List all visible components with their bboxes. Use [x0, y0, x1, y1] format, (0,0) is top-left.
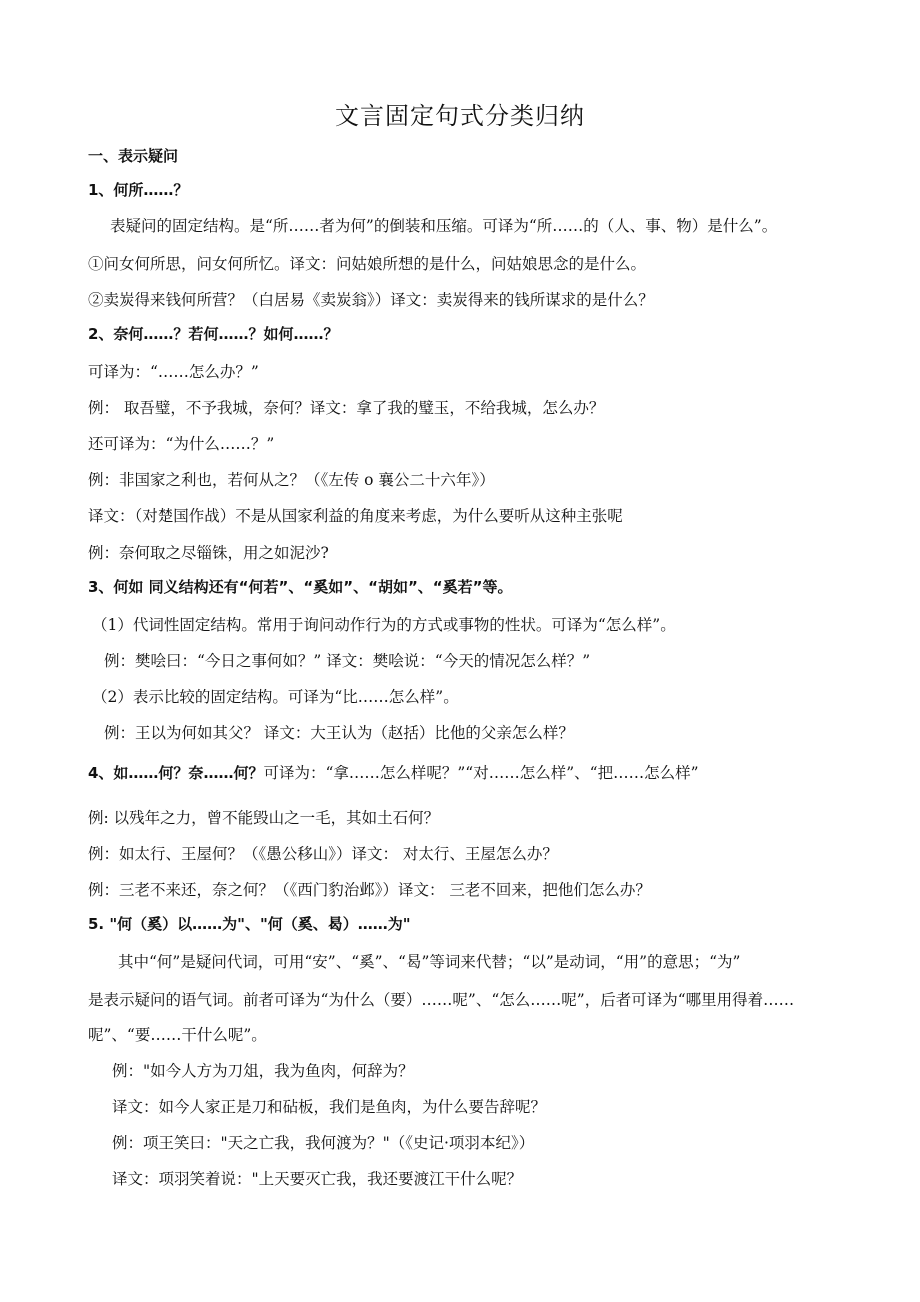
example-line: 例：项王笑曰："天之亡我，我何渡为？"（《史记·项羽本纪》）	[112, 1134, 535, 1152]
heading-note: 可译为：“拿……怎么样呢？”“对……怎么样”、“把……怎么样”	[263, 764, 699, 782]
paragraph: 还可译为：“为什么……？”	[88, 435, 275, 453]
example-line: 例：非国家之利也，若何从之？（《左传 o 襄公二十六年》）	[88, 471, 495, 489]
example-line: ②卖炭得来钱何所营？（白居易《卖炭翁》）译文：卖炭得来的钱所谋求的是什么？	[88, 291, 654, 309]
subsection-heading: 5. "何（奚）以……为"、"何（奚、曷）……为"	[88, 915, 411, 933]
example-line: 例: 以残年之力，曾不能毁山之一毛，其如土石何？	[88, 809, 440, 827]
page-title: 文言固定句式分类归纳	[335, 102, 585, 130]
subsection-heading	[88, 763, 699, 783]
subsection-heading: 1、何所……？	[88, 181, 189, 199]
subsection-heading-text: 4、如……何？奈……何？	[88, 764, 264, 782]
example-line: 例："如今人方为刀俎，我为鱼肉，何辞为？	[112, 1062, 414, 1080]
translation-line: 译文：如今人家正是刀和砧板，我们是鱼肉，为什么要告辞呢？	[112, 1098, 547, 1116]
example-line: 例：王以为何如其父？ 译文：大王认为（赵括）比他的父亲怎么样？	[104, 724, 574, 742]
example-line: 例：樊哙曰：“今日之事何如？” 译文：樊哙说：“今天的情况怎么样？”	[104, 652, 591, 670]
paragraph: 呢”、“要……干什么呢”。	[88, 1026, 267, 1044]
paragraph: （1）代词性固定结构。常用于询问动作行为的方式或事物的性状。可译为“怎么样”。	[92, 616, 676, 634]
example-line: ①问女何所思，问女何所忆。译文：问姑娘所想的是什么，问姑娘思念的是什么。	[88, 255, 647, 273]
example-line: 例：奈何取之尽锱铢，用之如泥沙?	[88, 544, 329, 562]
translation-line: 译文：项羽笑着说："上天要灭亡我，我还要渡江干什么呢？	[112, 1170, 523, 1188]
translation-line: 译文：（对楚国作战）不是从国家利益的角度来考虑，为什么要听从这种主张呢	[88, 507, 623, 525]
paragraph: 是表示疑问的语气词。前者可译为“为什么（要）……呢”、“怎么……呢”，后者可译为“哪里用得着……	[88, 991, 795, 1009]
example-line: 例： 取吾璧，不予我城，奈何？译文：拿了我的璧玉，不给我城，怎么办？	[88, 399, 605, 417]
example-line: 例：三老不来还，奈之何？（《西门豹治邺》）译文： 三老不回来，把他们怎么办？	[88, 881, 651, 899]
subsection-heading: 2、奈何……？若何……？如何……？	[88, 325, 339, 343]
paragraph: 可译为：“……怎么办？”	[88, 363, 259, 381]
subsection-heading: 3、何如 同义结构还有“何若”、“奚如”、“胡如”、“奚若”等。	[88, 578, 513, 596]
paragraph: （2）表示比较的固定结构。可译为“比……怎么样”。	[92, 688, 459, 706]
section-heading: 一、表示疑问	[88, 147, 179, 165]
example-line: 例：如太行、王屋何？（《愚公移山》）译文： 对太行、王屋怎么办？	[88, 845, 558, 863]
paragraph: 其中“何”是疑问代词，可用“安”、“奚”、“曷”等词来代替；“以”是动词，“用”的意思；“为”	[118, 953, 741, 971]
paragraph: 表疑问的固定结构。是“所……者为何”的倒装和压缩。可译为“所……的（人、事、物）是什么”。	[110, 217, 778, 235]
